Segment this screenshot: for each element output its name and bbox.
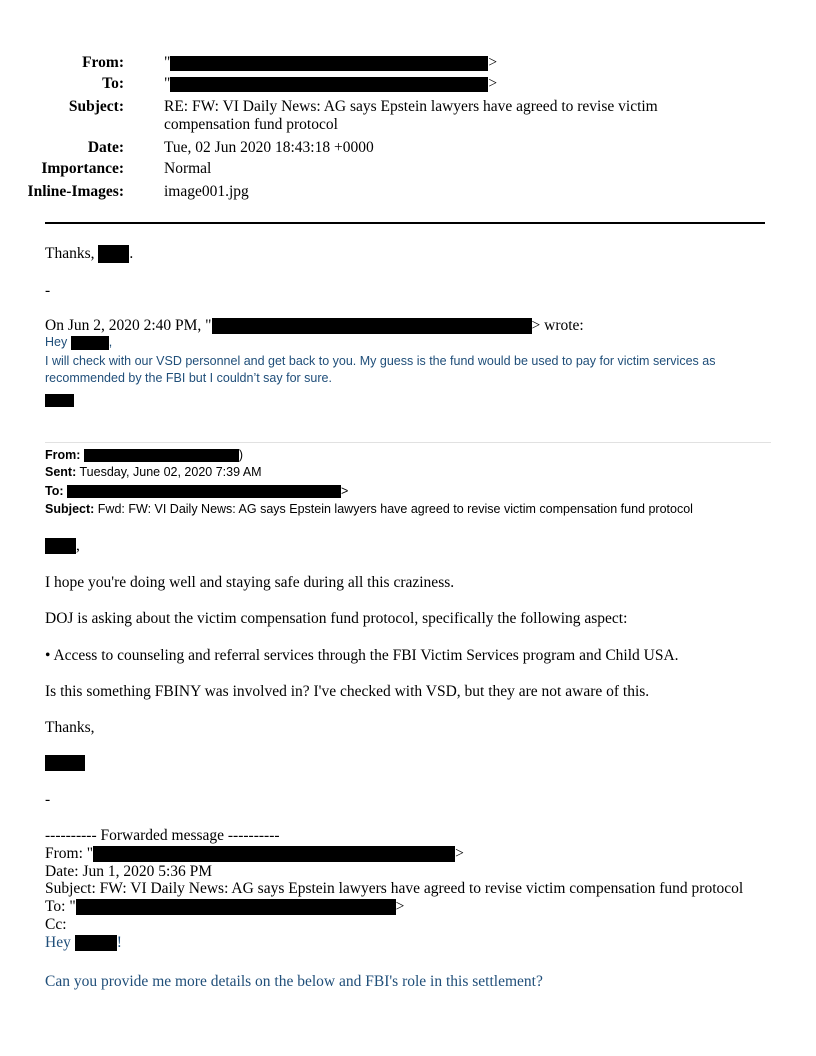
from-prefix: " [164, 54, 171, 71]
quoted2-subject-label: Subject: [45, 502, 95, 516]
signature-redaction [45, 755, 85, 771]
quoted2-to [45, 483, 348, 500]
importance-label: Importance: [41, 160, 124, 177]
forwarded-date: Date: Jun 1, 2020 5:36 PM [45, 863, 213, 880]
date-value: Tue, 02 Jun 2020 18:43:18 +0000 [164, 139, 374, 156]
forwarded-cc: Cc: [45, 916, 67, 933]
forwarded-from [45, 845, 464, 863]
redaction-block [76, 899, 396, 915]
quoted2-subject-value: Fwd: FW: VI Daily News: AG says Epstein lawyers have agreed to revise victim compensation fund protocol [97, 502, 693, 516]
quoted1-body-line2: recommended by the FBI but I couldn’t say for sure. [45, 371, 332, 385]
quoted2-para2: DOJ is asking about the victim compensation fund protocol, specifically the following aspect: [45, 610, 628, 627]
reply-thanks: Thanks, [45, 245, 95, 262]
redaction-block [212, 318, 532, 334]
inline-images-value: image001.jpg [164, 183, 249, 200]
reply-dash: - [45, 282, 51, 299]
redaction-block [45, 538, 76, 554]
forwarded-greeting-suffix: ! [116, 934, 122, 951]
quoted2-dash: - [45, 791, 51, 808]
quoted2-para1: I hope you're doing well and staying safe during all this craziness. [45, 574, 455, 591]
forwarded-separator: ---------- Forwarded message ---------- [45, 827, 280, 844]
header-divider [45, 222, 765, 224]
quoted2-from [45, 447, 243, 464]
reply-thanks-suffix: . [129, 245, 134, 262]
quoted2-salutation-suffix: , [76, 537, 80, 554]
redaction-block [93, 846, 455, 862]
redaction-block [84, 449, 239, 462]
quoted1-greeting-suffix: , [108, 335, 113, 349]
redaction-block [98, 245, 129, 263]
quoted2-sent-label: Sent: [45, 465, 77, 479]
quoted1-body-line1: I will check with our VSD personnel and get back to you. My guess is the fund would be used to pay for victim services as [45, 354, 716, 368]
forwarded-greeting-text: Hey [45, 934, 71, 951]
forwarded-from-suffix: > [455, 845, 464, 862]
redaction-block [67, 485, 341, 498]
from-suffix: > [488, 54, 498, 71]
quoted2-bullet: • Access to counseling and referral services through the FBI Victim Services program and Child USA. [45, 647, 679, 664]
importance-value: Normal [164, 160, 212, 177]
forwarded-from-prefix: From: " [45, 845, 94, 862]
redaction-block [170, 56, 488, 71]
quoted2-thanks: Thanks, [45, 719, 95, 736]
to-suffix: > [488, 75, 498, 92]
to-label: To: [102, 75, 124, 92]
signature-redaction [45, 394, 74, 407]
quoted1-attribution [45, 317, 584, 335]
quoted2-sent [45, 464, 262, 481]
quoted1-greeting-text: Hey [45, 335, 68, 349]
forwarded-to [45, 898, 404, 916]
quoted2-divider [45, 442, 771, 443]
forwarded-greeting [45, 934, 122, 952]
date-label: Date: [87, 139, 124, 156]
forwarded-subject: Subject: FW: VI Daily News: AG says Epstein lawyers have agreed to revise victim compensation fund protocol [45, 880, 744, 897]
quoted2-from-suffix: ) [238, 448, 244, 462]
redaction-block [71, 336, 109, 350]
inline-images-label: Inline-Images: [27, 183, 124, 200]
subject-label: Subject: [68, 98, 124, 115]
quoted2-to-label: To: [45, 484, 64, 498]
forwarded-to-prefix: To: " [45, 898, 76, 915]
reply-thanks-line [45, 245, 133, 263]
quoted1-on-prefix: On Jun 2, 2020 2:40 PM, " [45, 317, 212, 334]
quoted2-subject [45, 501, 693, 518]
forwarded-question: Can you provide me more details on the below and FBI's role in this settlement? [45, 973, 543, 990]
from-label: From: [82, 54, 124, 71]
quoted2-sent-value: Tuesday, June 02, 2020 7:39 AM [79, 465, 262, 479]
redaction-block [75, 935, 117, 951]
to-prefix: " [164, 75, 171, 92]
quoted2-from-label: From: [45, 448, 81, 462]
subject-value: RE: FW: VI Daily News: AG says Epstein lawyers have agreed to revise victim compensation fund protocol [164, 98, 658, 133]
quoted2-salutation [45, 537, 80, 555]
quoted1-greeting [45, 334, 112, 351]
quoted1-on-suffix: > wrote: [531, 317, 584, 334]
forwarded-to-suffix: > [395, 898, 405, 915]
redaction-block [170, 77, 488, 92]
quoted2-para3: Is this something FBINY was involved in? I've checked with VSD, but they are not aware of this. [45, 683, 650, 700]
quoted2-to-suffix: > [341, 484, 349, 498]
